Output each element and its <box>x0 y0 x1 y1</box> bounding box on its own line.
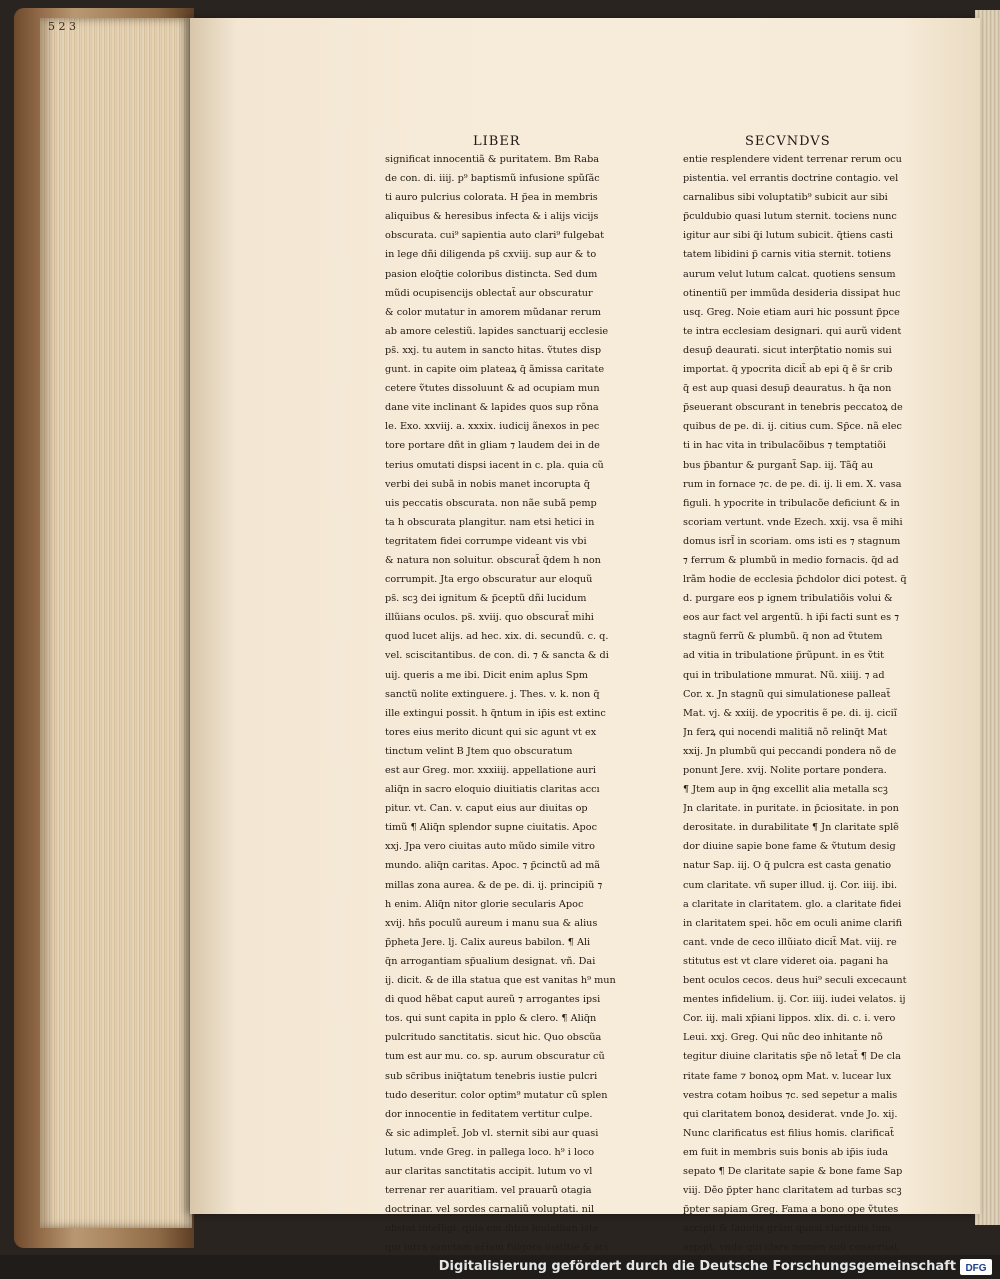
text-line: ritate fame ⁊ bonoꝝ opm Mat. v. lucear lux <box>683 1070 892 1082</box>
text-line: p̃pter sapiam Greg. Fama a bono ope ṽtutes <box>683 1204 899 1216</box>
running-head-right: SECVNDVS <box>745 134 831 149</box>
text-line: vestra cotam hoibus ⁊c. sed sepetur a malis <box>683 1089 898 1101</box>
text-line: carnalibus sibi voluptatib⁹ subicit aur sibi <box>683 192 888 204</box>
text-line: cant. vnde de ceco illũiato dicit̃ Mat. viij. re <box>683 936 897 948</box>
text-line: bus p̃bantur & purgant̃ Sap. iij. Tãq̃ au <box>683 459 874 471</box>
text-line: illũians oculos. ps̃. xviij. quo obscurat̃ mihi <box>385 612 594 624</box>
text-line: in claritatem spei. hõc em oculi anime clarifi <box>683 917 903 929</box>
text-line: ⁊ ferrum & plumbũ in medio fornacis. q̃d ad <box>683 554 899 566</box>
text-line: doctrinar. vel sordes carnaliũ voluptati. nil <box>385 1204 595 1216</box>
text-line: vel. sciscitantibus. de con. di. ⁊ & sancta & di <box>385 650 609 662</box>
text-column-right <box>683 150 933 1255</box>
text-line: tum est aur mu. co. sp. aurum obscuratur cũ <box>385 1051 605 1063</box>
text-line: sepato ¶ De claritate sapie & bone fame Sap <box>683 1165 903 1177</box>
text-line: scoriam vertunt. vnde Ezech. xxij. vsa ẽ mihi <box>683 516 903 528</box>
text-line: viij. Dẽo p̃pter hanc claritatem ad turbas scꝫ <box>683 1185 902 1197</box>
text-line: gunt. in capite oim plateaꝝ q̃ ãmissa caritate <box>385 364 605 376</box>
text-line: Jn claritate. in puritate. in p̃ciositate. in pon <box>683 803 899 815</box>
text-line: desup̃ deaurati. sicut interp̃tatio nomis sui <box>683 344 892 356</box>
text-line: Leui. xxj. Greg. Qui nũc deo inhitante nõ <box>683 1032 883 1044</box>
text-line: ab amore celestiũ. lapides sanctuarij ecclesie <box>385 325 609 337</box>
text-line: domus isrl̃ in scoriam. oms isti es ⁊ stagnum <box>683 535 901 547</box>
text-line: tinctum velint B Jtem quo obscuratum <box>385 745 573 757</box>
page-number: 5 2 3 <box>48 20 76 33</box>
text-line: h enim. Aliq̃n nitor glorie secularis Apoc <box>385 898 584 910</box>
text-line: sanctũ nolite extinguere. j. Thes. v. k. non q̃ <box>385 688 600 700</box>
text-line: qui claritatem bonoꝝ desiderat. vnde Jo. xij. <box>683 1108 898 1120</box>
text-line: quod lucet alijs. ad hec. xix. di. secundũ. c. q. <box>385 631 609 643</box>
text-line: ps̃. scꝫ dei ignitum & p̃ceptũ dñi lucidum <box>385 593 587 605</box>
text-line: tos. qui sunt capita in pplo & clero. ¶ Aliq̃n <box>385 1013 597 1025</box>
text-line: entie resplendere vident terrenar rerum ocu <box>683 154 902 165</box>
text-line: accipit & fauotis grãm quasi claritatis lum <box>683 1223 891 1235</box>
text-line: eos aur fact vel argentũ. h ip̃i facti sunt es ⁊ <box>683 612 900 624</box>
text-line: natur Sap. iij. O q̃ pulcra est casta genatio <box>683 860 892 872</box>
text-line: corrumpit. Jta ergo obscuratur aur eloquũ <box>385 574 593 586</box>
text-line: significat innocentiã & puritatem. Bm Raba <box>385 154 600 165</box>
text-line: tore portare dñt in gliam ⁊ laudem dei in de <box>385 440 600 452</box>
text-line: cum claritate. vñ super illud. ij. Cor. iiij. ibi. <box>683 879 898 891</box>
text-line: mentes infidelium. ij. Cor. iiij. iudei velatos. ij <box>683 994 906 1006</box>
text-line: qui in tribulatione mmurat. Nũ. xiiij. ⁊ ad <box>683 669 885 681</box>
text-line: ps̃. xxj. tu autem in sancto hitas. ṽtutes disp <box>385 344 602 356</box>
text-line: dane vite inclinant & lapides quos sup rõna <box>385 402 599 414</box>
text-line: a claritate in claritatem. glo. a claritate fidei <box>683 898 902 910</box>
text-line: sub sc̃ribus iniq̃tatum tenebris iustie pulcri <box>385 1070 598 1082</box>
text-line: tores eius merito dicunt qui sic agunt vt ex <box>385 726 597 738</box>
text-line: & natura non soluitur. obscurat̃ q̃dem h non <box>385 554 601 566</box>
dfg-logo-text: DFG <box>965 1263 987 1274</box>
text-line: Cor. iij. mali xp̃iani lippos. xlix. di. c. i. vero <box>683 1013 896 1025</box>
text-line: tegritatem fidei corrumpe videant vis vbi <box>385 535 587 547</box>
text-column-left <box>385 150 650 1255</box>
text-line: in lege dñi diligenda ps̃ cxviij. sup aur & to <box>385 249 597 261</box>
text-line: millas zona aurea. & de pe. di. ij. principiũ ⁊ <box>385 879 603 891</box>
text-line: xxij. Jn plumbũ qui peccandi pondera nõ de <box>683 745 897 757</box>
text-line: dor innocentie in feditatem vertitur culpe. <box>385 1108 593 1120</box>
text-line: stitutus est vt clare videret oia. pagani ha <box>683 955 889 967</box>
text-line: le. Exo. xxviij. a. xxxix. iudicij ãnexos in pec <box>385 421 600 433</box>
text-line: d. purgare eos p ignem tribulatiõis volui & <box>683 593 893 605</box>
text-line: rum in fornace ⁊c. de pe. di. ij. li em. X. vasa <box>683 478 902 490</box>
text-line: xxj. Jpa vero ciuitas auto mũdo simile vitro <box>385 841 595 853</box>
text-line: pasion eloq̃tie coloribus distincta. Sed dum <box>385 268 598 280</box>
text-line: lutum. vnde Greg. in pallega loco. h⁹ i loco <box>385 1146 595 1158</box>
page-edges <box>40 18 192 1228</box>
text-line: obscurata. cui⁹ sapientia auto clari⁹ fulgebat <box>385 230 605 242</box>
text-line: verbi dei subã in nobis manet incorupta q̃ <box>385 478 590 490</box>
text-line: terius omutati dispsi iacent in c. pla. quia cũ <box>385 459 604 471</box>
text-line: tudo deseritur. color optim⁹ mutatur cũ splen <box>385 1089 608 1101</box>
dfg-logo-icon <box>960 1259 992 1275</box>
text-line: terrenar rer auaritiam. vel prauarũ otagia <box>385 1185 592 1197</box>
text-line: & color mutatur in amorem mũdanar rerum <box>385 306 601 318</box>
funding-credit: Digitalisierung gefördert durch die Deutsche Forschungsgemeinschaft <box>438 1259 956 1274</box>
text-line: mũdi ocupisencijs oblectat̃ aur obscuratur <box>385 287 593 299</box>
text-line: otinentiũ per immũda desideria dissipat huc <box>683 287 901 299</box>
text-line: ¶ Jtem aup in q̃ng excellit alia metalla scꝫ <box>683 784 888 796</box>
text-line: q̃ est aup quasi desup̃ deauratus. h q̃a non <box>683 383 892 395</box>
text-line: aliquibus & heresibus infecta & i alijs vicijs <box>385 211 599 223</box>
text-line: lrãm hodie de ecclesia p̃chdolor dici potest. q̃ <box>683 574 907 586</box>
footer-bar <box>0 1255 1000 1279</box>
text-line: p̃seuerant obscurant in tenebris peccatoꝝ de <box>683 402 903 414</box>
text-line: pitur. vt. Can. v. caput eius aur diuitas op <box>385 803 588 815</box>
text-line: Nunc clarificatus est filius homis. clarificat̃ <box>683 1127 895 1139</box>
text-line: p̃pheta Jere. lj. Calix aureus babilon. ¶ Ali <box>385 936 591 948</box>
text-line: ti in hac vita in tribulacõibus ⁊ temptatiõi <box>683 440 887 452</box>
text-line: ille extingui possit. h q̃ntum in ip̃is est extinc <box>385 707 606 719</box>
text-line: importat. q̃ ypocrita dicit̃ ab epi q̃ ẽ s̃r crib <box>683 364 893 376</box>
text-line: figuli. h ypocrite in tribulacõe deficiunt & in <box>683 497 900 509</box>
text-line: uij. queris a me ibi. Dicit enim aplus Spm <box>385 669 588 681</box>
text-line: em fuit in membris suis bonis ab ip̃is iuda <box>683 1146 888 1158</box>
text-line: aur claritas sanctitatis accipit. lutum vo vl <box>385 1165 593 1177</box>
text-line: uis peccatis obscurata. non nãe subã pemp <box>385 497 597 509</box>
text-line: usq. Greg. Noie etiam auri hic possunt p̃pce <box>683 306 900 318</box>
text-line: est aur Greg. mor. xxxiiij. appellatione auri <box>385 765 596 776</box>
text-line: bent oculos cecos. deus hui⁹ seculi excecaunt <box>683 975 907 987</box>
text-line: derositate. in durabilitate ¶ Jn claritate splẽ <box>683 822 899 834</box>
text-line: Jn ferꝝ qui nocendi malitiã nõ relinq̃t Mat <box>683 726 888 738</box>
text-line: mundo. aliq̃n caritas. Apoc. ⁊ p̃cinctũ ad mã <box>385 860 601 872</box>
text-line: ponunt Jere. xvij. Nolite portare pondera. <box>683 765 887 776</box>
text-line: dor diuine sapie bone fame & ṽtutum desig <box>683 841 896 853</box>
text-line: quibus de pe. di. ij. citius cum. Sp̃ce. nã elec <box>683 421 902 433</box>
text-line: ij. dicit. & de illa statua que est vanitas h⁹ mun <box>385 975 616 987</box>
text-line: & sic adimplet̃. Job vl. sternit sibi aur quasi <box>385 1127 599 1139</box>
text-line: cetere ṽtutes dissoluunt & ad ocupiam mun <box>385 383 600 395</box>
text-line: pistentia. vel errantis doctrine contagio. vel <box>683 173 899 185</box>
text-line: aurum velut lutum calcat. quotiens sensum <box>683 268 896 280</box>
text-line: ad vitia in tribulatione p̃rũpunt. in es ṽtit <box>683 650 885 662</box>
text-line: aliq̃n in sacro eloquio diuitiatis claritas accı <box>385 784 600 796</box>
text-line: timũ ¶ Aliq̃n splendor supne ciuitatis. Apoc <box>385 822 598 834</box>
text-line: xvij. hñs poculũ aureum i manu sua & alius <box>385 917 598 929</box>
text-line: qui intra sanctam eĉiam fulgore iustitie & sci <box>385 1242 608 1254</box>
text-line: igitur aur sibi q̃i lutum subicit. q̃tiens casti <box>683 230 893 242</box>
text-line: obstat intelligi. quia em m̃tos leuiathan iste <box>385 1223 599 1235</box>
text-line: tatem libidini p̃ carnis vitia sternit. totiens <box>683 249 891 261</box>
text-line: pulcritudo sanctitatis. sicut hic. Quo obscũa <box>385 1032 602 1044</box>
text-line: ta h obscurata plangitur. nam etsi hetici in <box>385 516 595 528</box>
text-line: de con. di. iiij. p⁹ baptismũ infusione spũſãc <box>385 173 600 185</box>
text-line: tegitur diuine claritatis sp̃e nõ letat̃ ¶ De cla <box>683 1051 901 1063</box>
text-line: di quod hẽbat caput aureũ ⁊ arrogantes ipsi <box>385 994 601 1006</box>
running-head-left: LIBER <box>473 134 521 149</box>
text-line: aspgit. vnde qui clare nomen suũ conseruat <box>683 1242 898 1254</box>
text-line: stagnũ ferrũ & plumbũ. q̃ non ad ṽtutem <box>683 631 883 643</box>
text-line: ti auro pulcrius colorata. H p̃ea in membris <box>385 192 598 204</box>
text-line: p̃culdubio quasi lutum sternit. tociens nunc <box>683 211 897 223</box>
text-line: te intra ecclesiam designari. qui aurũ vident <box>683 325 902 337</box>
text-line: q̃n arrogantiam sp̃ualium designat. vñ. Dai <box>385 955 596 967</box>
text-line: Mat. vj. & xxiij. de ypocritis ẽ pe. di. ij. ciciĩ <box>683 707 897 719</box>
text-line: Cor. x. Jn stagnũ qui simulationese palleat̃ <box>683 688 891 700</box>
